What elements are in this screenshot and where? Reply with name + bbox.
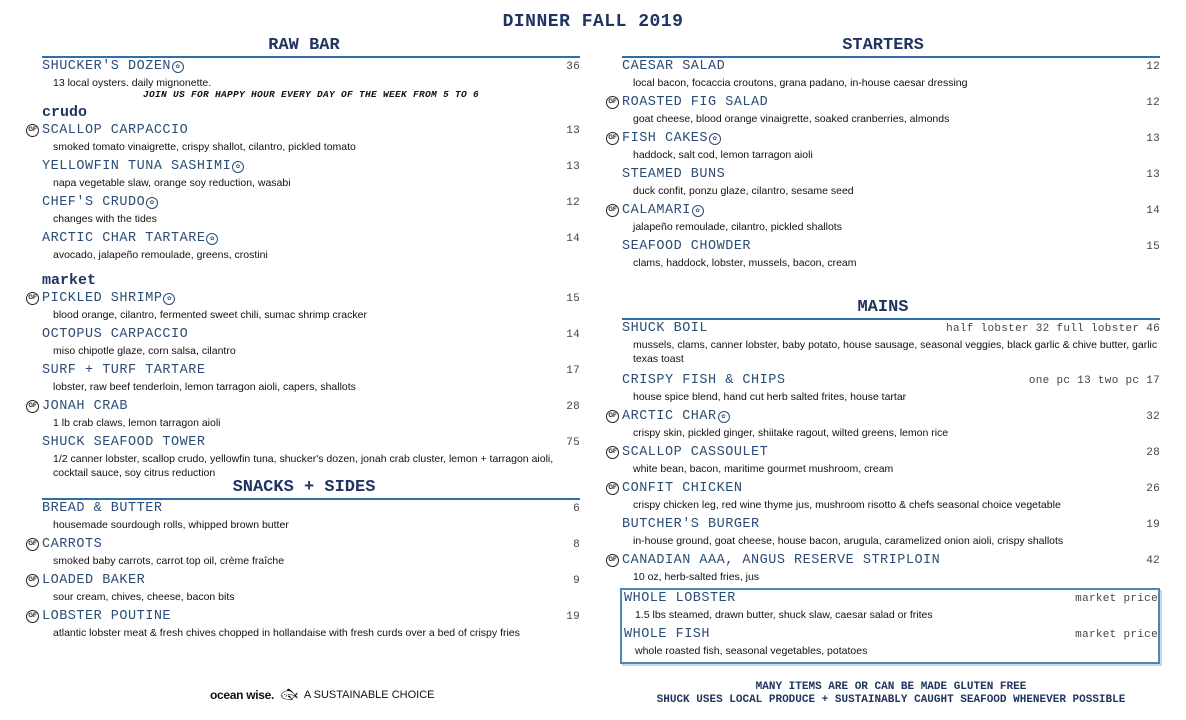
item-price: 14: [566, 233, 580, 245]
menu-item-striploin: [606, 552, 1160, 588]
menu-item-bread-butter: [28, 500, 580, 536]
item-description: avocado, jalapeño remoulade, greens, crostini: [53, 249, 268, 261]
item-price: 17: [566, 365, 580, 377]
item-name: SCALLOP CASSOULET: [622, 445, 769, 460]
item-description: 1/2 canner lobster, scallop crudo, yellowfin tuna, shucker's dozen, jonah crab cluster, lemon + tarragon aioli, cocktail sauce, soy citrus reduction: [53, 453, 554, 479]
item-name: CANADIAN AAA, ANGUS RESERVE STRIPLOIN: [622, 553, 941, 568]
menu-item-surf-turf-tartare: [28, 362, 580, 398]
gluten-free-footer: [606, 681, 1176, 707]
item-description: sour cream, chives, cheese, bacon bits: [53, 591, 235, 603]
item-price: 12: [1146, 97, 1160, 109]
item-name: STEAMED BUNS: [622, 167, 726, 182]
item-description: crispy skin, pickled ginger, shiitake ragout, wilted greens, lemon rice: [633, 427, 949, 439]
item-name: LOBSTER POUTINE: [42, 609, 172, 624]
menu-item-chefs-crudo: [28, 194, 580, 230]
gluten-free-icon: GF: [26, 574, 39, 587]
item-name: SCALLOP CARPACCIO: [42, 123, 189, 138]
item-name: FISH CAKES: [622, 131, 709, 146]
item-name: WHOLE LOBSTER: [624, 591, 736, 606]
item-name: ARCTIC CHAR TARTARE: [42, 231, 206, 246]
item-price: 12: [1146, 61, 1160, 73]
menu-item-loaded-baker: [28, 572, 580, 608]
item-name: CAESAR SALAD: [622, 59, 726, 74]
item-name: BREAD & BUTTER: [42, 501, 163, 516]
item-price: 8: [573, 539, 580, 551]
gluten-free-icon: GF: [606, 132, 619, 145]
item-name: SHUCKER'S DOZEN: [42, 59, 172, 74]
gluten-free-icon: GF: [26, 292, 39, 305]
menu-item-shuck-seafood-tower: [28, 434, 580, 478]
ocean-wise-icon: ✿: [206, 233, 218, 245]
item-description: lobster, raw beef tenderloin, lemon tarragon aioli, capers, shallots: [53, 381, 356, 393]
item-description: smoked baby carrots, carrot top oil, crème fraîche: [53, 555, 285, 567]
menu-item-arctic-char: [606, 408, 1160, 444]
item-description: 1 lb crab claws, lemon tarragon aioli: [53, 417, 221, 429]
item-price: 14: [1146, 205, 1160, 217]
menu-item-jonah-crab: [28, 398, 580, 434]
item-price: 15: [1146, 241, 1160, 253]
item-description: blood orange, cilantro, fermented sweet chili, sumac shrimp cracker: [53, 309, 367, 321]
item-price: 75: [566, 437, 580, 449]
raw-bar-heading: RAW BAR: [268, 36, 340, 55]
menu-item-crispy-fish-chips: [606, 372, 1160, 408]
gluten-free-icon: GF: [26, 124, 39, 137]
item-name: ROASTED FIG SALAD: [622, 95, 769, 110]
item-description: mussels, clams, canner lobster, baby potato, house sausage, seasonal veggies, black garlic & chive butter, garlic texas toast: [633, 339, 1158, 365]
item-price: 9: [573, 575, 580, 587]
menu-item-confit-chicken: [606, 480, 1160, 516]
item-name: SHUCK BOIL: [622, 321, 709, 336]
crudo-heading: crudo: [42, 104, 88, 121]
item-description: local bacon, focaccia croutons, grana padano, in-house caesar dressing: [633, 77, 968, 89]
item-description: goat cheese, blood orange vinaigrette, soaked cranberries, almonds: [633, 113, 950, 125]
item-name: BUTCHER'S BURGER: [622, 517, 760, 532]
item-name: LOADED BAKER: [42, 573, 146, 588]
item-name: CALAMARI: [622, 203, 691, 218]
right-column: [606, 36, 1160, 664]
market-heading: market: [42, 272, 97, 289]
gluten-free-icon: GF: [606, 482, 619, 495]
item-price: 19: [566, 611, 580, 623]
item-name: CONFIT CHICKEN: [622, 481, 743, 496]
item-price: 6: [573, 503, 580, 515]
menu-item-whole-fish: [622, 626, 1158, 662]
menu-item-steamed-buns: [606, 166, 1160, 202]
spacer: [606, 274, 1160, 298]
item-description: in-house ground, goat cheese, house bacon, arugula, caramelized onion aioli, crispy shallots: [633, 535, 1064, 547]
menu-item-arctic-char-tartare: [28, 230, 580, 272]
item-description: atlantic lobster meat & fresh chives chopped in hollandaise with fresh curds over a bed of crispy fries: [53, 627, 520, 639]
item-price: 28: [566, 401, 580, 413]
item-price: 13: [1146, 133, 1160, 145]
menu-item-fish-cakes: [606, 130, 1160, 166]
item-name: SHUCK SEAFOOD TOWER: [42, 435, 206, 450]
item-price: 32: [1146, 411, 1160, 423]
ocean-wise-logo: ocean wise.: [210, 687, 275, 702]
item-name: CARROTS: [42, 537, 103, 552]
item-price: 19: [1146, 519, 1160, 531]
item-description: housemade sourdough rolls, whipped brown butter: [53, 519, 289, 531]
gluten-free-note: MANY ITEMS ARE OR CAN BE MADE GLUTEN FREE: [755, 681, 1027, 693]
item-price: 13: [566, 125, 580, 137]
item-price: market price: [1075, 629, 1158, 641]
ocean-wise-footer: [210, 686, 434, 703]
item-name: SEAFOOD CHOWDER: [622, 239, 752, 254]
gluten-free-icon: GF: [606, 410, 619, 423]
item-name: YELLOWFIN TUNA SASHIMI: [42, 159, 232, 174]
gluten-free-icon: GF: [606, 96, 619, 109]
ocean-wise-icon: ✿: [692, 205, 704, 217]
menu-item-whole-lobster: [622, 590, 1158, 626]
ocean-wise-icon: ✿: [709, 133, 721, 145]
item-price: 36: [566, 61, 580, 73]
menu-item-pickled-shrimp: [28, 290, 580, 326]
item-description: clams, haddock, lobster, mussels, bacon, cream: [633, 257, 857, 269]
item-name: SURF + TURF TARTARE: [42, 363, 206, 378]
sustainable-choice-text: A SUSTAINABLE CHOICE: [303, 688, 435, 701]
item-price: 42: [1146, 555, 1160, 567]
item-description: 10 oz, herb-salted fries, jus: [633, 571, 760, 583]
mains-heading: MAINS: [857, 298, 909, 317]
ocean-wise-icon: ✿: [172, 61, 184, 73]
ocean-wise-icon: ✿: [232, 161, 244, 173]
item-name: OCTOPUS CARPACCIO: [42, 327, 189, 342]
left-column: [28, 36, 580, 644]
item-description: whole roasted fish, seasonal vegetables, potatoes: [635, 645, 868, 657]
item-name: CRISPY FISH & CHIPS: [622, 373, 786, 388]
item-name: WHOLE FISH: [624, 627, 711, 642]
item-description: jalapeño remoulade, cilantro, pickled shallots: [633, 221, 842, 233]
menu-item-butchers-burger: [606, 516, 1160, 552]
item-name: PICKLED SHRIMP: [42, 291, 163, 306]
item-description: changes with the tides: [53, 213, 157, 225]
local-produce-note: SHUCK USES LOCAL PRODUCE + SUSTAINABLY CAUGHT SEAFOOD WHENEVER POSSIBLE: [656, 694, 1126, 706]
item-name: ARCTIC CHAR: [622, 409, 717, 424]
gluten-free-icon: GF: [606, 446, 619, 459]
happy-hour-note: JOIN US FOR HAPPY HOUR EVERY DAY OF THE WEEK FROM 5 TO 6: [142, 89, 480, 100]
gluten-free-icon: GF: [606, 554, 619, 567]
menu-item-shuck-boil: [606, 320, 1160, 372]
ocean-wise-icon: ✿: [146, 197, 158, 209]
item-description: haddock, salt cod, lemon tarragon aioli: [633, 149, 813, 161]
snacks-heading: SNACKS + SIDES: [232, 478, 376, 497]
item-name: CHEF'S CRUDO: [42, 195, 146, 210]
gluten-free-icon: GF: [606, 204, 619, 217]
menu-item-calamari: [606, 202, 1160, 238]
item-price: market price: [1075, 593, 1158, 605]
item-price: 28: [1146, 447, 1160, 459]
gluten-free-icon: GF: [26, 400, 39, 413]
menu-item-roasted-fig-salad: [606, 94, 1160, 130]
menu-item-carrots: [28, 536, 580, 572]
item-price: 26: [1146, 483, 1160, 495]
gluten-free-icon: GF: [26, 538, 39, 551]
item-price: 12: [566, 197, 580, 209]
item-description: duck confit, ponzu glaze, cilantro, sesame seed: [633, 185, 854, 197]
item-description: house spice blend, hand cut herb salted frites, house tartar: [633, 391, 907, 403]
menu-item-scallop-carpaccio: [28, 122, 580, 158]
item-price: 13: [566, 161, 580, 173]
ocean-wise-icon: ✿: [718, 411, 730, 423]
menu-item-lobster-poutine: [28, 608, 580, 644]
menu-item-seafood-chowder: [606, 238, 1160, 274]
starters-heading: STARTERS: [842, 36, 924, 55]
item-description: crispy chicken leg, red wine thyme jus, mushroom risotto & chefs seasonal choice vegetable: [633, 499, 1061, 511]
item-price: half lobster 32 full lobster 46: [946, 323, 1160, 335]
gluten-free-icon: GF: [26, 610, 39, 623]
item-name: JONAH CRAB: [42, 399, 129, 414]
fish-icon: 🐟︎: [280, 686, 298, 702]
menu-item-shuckers-dozen: [28, 58, 580, 89]
menu-item-scallop-cassoulet: [606, 444, 1160, 480]
item-description: napa vegetable slaw, orange soy reduction, wasabi: [53, 177, 291, 189]
item-description: 13 local oysters. daily mignonette.: [53, 77, 212, 89]
item-price: one pc 13 two pc 17: [1028, 375, 1160, 387]
item-description: miso chipotle glaze, corn salsa, cilantro: [53, 345, 236, 357]
ocean-wise-icon: ✿: [163, 293, 175, 305]
item-description: smoked tomato vinaigrette, crispy shallot, cilantro, pickled tomato: [53, 141, 356, 153]
menu-title: DINNER FALL 2019: [502, 12, 684, 32]
menu-item-octopus-carpaccio: [28, 326, 580, 362]
item-price: 13: [1146, 169, 1160, 181]
item-price: 14: [566, 329, 580, 341]
item-description: white bean, bacon, maritime gourmet mushroom, cream: [633, 463, 894, 475]
menu-item-yellowfin-tuna-sashimi: [28, 158, 580, 194]
market-price-box: [620, 588, 1160, 664]
item-price: 15: [566, 293, 580, 305]
item-description: 1.5 lbs steamed, drawn butter, shuck slaw, caesar salad or frites: [635, 609, 933, 621]
menu-item-caesar-salad: [606, 58, 1160, 94]
